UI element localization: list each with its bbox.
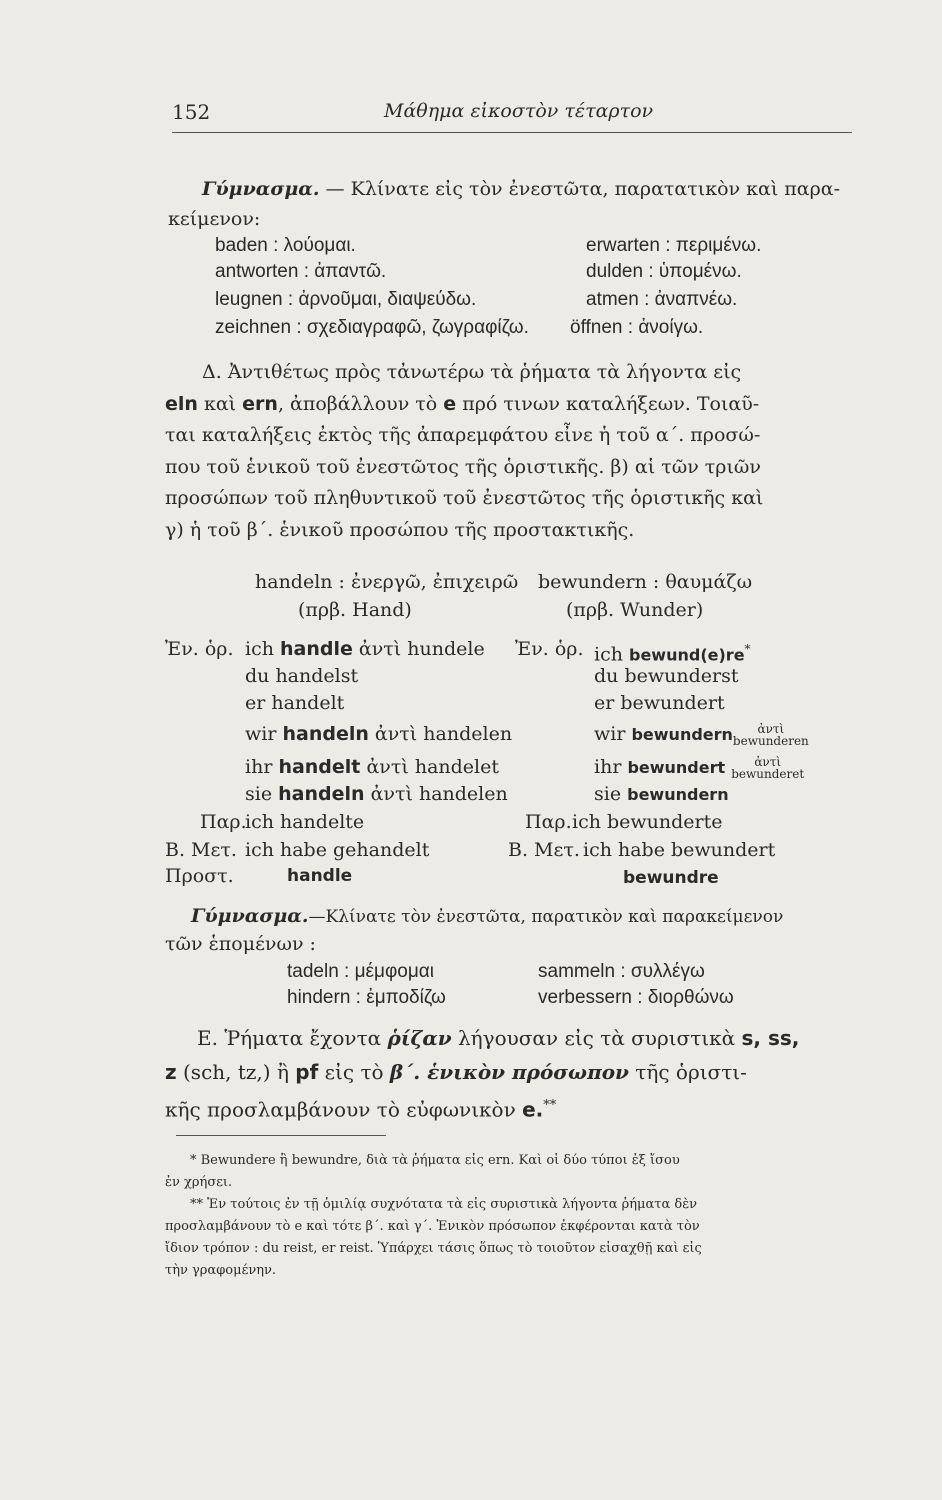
section-d-paragraph: Δ. Ἀντιθέτως πρὸς τἀνωτέρω τὰ ῥήματα τὰ λήγοντα εἰς eln καὶ ern, ἀποβάλλουν τὸ e πρό τινων καταλήξεων. Τοιαῦ- ται καταλήξεις ἐκτὸς τῆς ἀπαρεμφάτου εἶνε ἡ τοῦ α΄. προσώ- που τοῦ ἑνικοῦ τοῦ ἐνεστῶτος τῆς ὁριστικῆς. β) αἱ τῶν τριῶν προσώπων τοῦ πληθυντικοῦ τοῦ ἐνεστῶτος τῆς ὁριστικῆς καὶ γ) ἡ τοῦ β΄. ἑνικοῦ προσώπου τῆς προστακτικῆς.	[165, 361, 764, 541]
handeln-perfect: ich habe gehandelt	[245, 839, 430, 861]
header-rule	[172, 132, 852, 133]
vocab2-left-2: hindern : ἐμποδίζω	[287, 987, 446, 1008]
imperative-label-left: Προστ.	[165, 865, 234, 887]
bewundern-perfect: ich habe bewundert	[583, 839, 776, 861]
perfect-label-right: Β. Μετ.	[508, 839, 580, 861]
vocab-left-1: baden : λούομαι.	[215, 235, 356, 256]
handeln-past: ich handelte	[245, 811, 365, 833]
exercise2-instruction: Γύμνασμα.—Κλίνατε τὸν ἐνεστῶτα, παρατικὸν καὶ παρακείμενον	[191, 905, 784, 927]
perfect-label-left: Β. Μετ.	[165, 839, 237, 861]
handeln-imperative: handle	[287, 866, 353, 886]
bewundern-row-4: wir bewundern ἀντὶ bewunderen	[594, 722, 809, 748]
paratatikos-label-left: Παρ.	[200, 811, 247, 833]
vocab2-left-1: tadeln : μέμφομαι	[287, 961, 435, 982]
handeln-row-4: wir handeln ἀντὶ handelen	[245, 723, 513, 745]
bewundern-row-1: ich bewund(e)re*	[594, 642, 751, 666]
page-number: 152	[172, 100, 211, 124]
handeln-row-6: sie handeln ἀντὶ handelen	[245, 783, 508, 805]
bewundern-row-3: er bewundert	[594, 692, 725, 714]
section-e-paragraph: Ε. Ῥήματα ἔχοντα ῥίζαν λήγουσαν εἰς τὰ συριστικὰ s, ss, z (sch, tz,) ἢ pf εἰς τὸ β΄. ἑνικὸν πρόσωπον τῆς ὁριστι- κῆς προσλαμβάνουν τὸ εὐφωνικὸν e.**	[165, 1026, 800, 1122]
verb-bewundern-origin: (πρβ. Wunder)	[566, 599, 704, 621]
bewundern-imperative: bewundre	[623, 868, 719, 888]
running-header	[172, 100, 852, 130]
footnote-1: * Bewundere ἢ bewundre, διὰ τὰ ῥήματα εἰς ern. Καὶ οἱ δύο τύποι ἐξ ἴσου ἐν χρήσει.	[165, 1153, 680, 1190]
indicative-label-right: Ἐν. ὁρ.	[515, 638, 584, 660]
footnote-2: ** Ἐν τούτοις ἐν τῇ ὁμιλίᾳ συχνότατα τὰ εἰς συριστικὰ λήγοντα ῥήματα δὲν προσλαμβάνουν τὸ e καὶ τότε β΄. καὶ γ΄. Ἑνικὸν πρόσωπον ἐκφέρονται κατὰ τὸν ἴδιον τρόπον : du reist, er reist. Ὑπάρχει τάσις ὅπως τὸ τοιοῦτον εἰσαχθῇ καὶ εἰς τὴν γραφομένην.	[165, 1197, 702, 1278]
verb-handeln-origin: (πρβ. Hand)	[298, 599, 412, 621]
indicative-label-left: Ἐν. ὁρ.	[165, 638, 234, 660]
exercise1-instruction-line2: κείμενον:	[168, 208, 261, 230]
vocab-left-4: zeichnen : σχεδιαγραφῶ, ζωγραφίζω.	[215, 317, 529, 338]
bewundern-past: ich bewunderte	[572, 811, 723, 833]
verb-handeln: handeln : ἐνεργῶ, ἐπιχειρῶ	[255, 571, 519, 593]
exercise1-instruction: Γύμνασμα. — Κλίνατε εἰς τὸν ἐνεστῶτα, παρατατικὸν καὶ παρα-	[202, 178, 841, 200]
vocab-right-3: atmen : ἀναπνέω.	[586, 289, 738, 310]
handeln-row-3: er handelt	[245, 692, 345, 714]
vocab-right-2: dulden : ὑπομένω.	[586, 261, 742, 282]
vocab2-right-1: sammeln : συλλέγω	[538, 961, 705, 982]
vocab-left-2: antworten : ἀπαντῶ.	[215, 261, 387, 282]
bewundern-row-2: du bewunderst	[594, 665, 739, 687]
paratatikos-label-right: Παρ.	[525, 811, 572, 833]
bewundern-row-5: ihr bewundert ἀντὶ bewunderet	[594, 755, 805, 781]
vocab2-right-2: verbessern : διορθώνω	[538, 987, 734, 1008]
handeln-row-5: ihr handelt ἀντὶ handelet	[245, 756, 499, 778]
vocab-right-4: öffnen : ἀνοίγω.	[570, 317, 704, 338]
exercise2-label: Γύμνασμα.	[191, 905, 309, 927]
chapter-title: Μάθημα εἰκοστὸν τέταρτον	[384, 100, 654, 122]
footnote-rule	[176, 1135, 386, 1136]
handeln-row-2: du handelst	[245, 665, 359, 687]
handeln-row-1: ich handle ἀντὶ hundele	[245, 638, 485, 660]
exercise2-instruction-line2: τῶν ἑπομένων :	[165, 933, 316, 955]
vocab-right-1: erwarten : περιμένω.	[586, 235, 762, 256]
vocab-left-3: leugnen : ἀρνοῦμαι, διαψεύδω.	[215, 289, 477, 310]
exercise1-label: Γύμνασμα.	[202, 178, 320, 200]
bewundern-row-6: sie bewundern	[594, 783, 729, 805]
verb-bewundern: bewundern : θαυμάζω	[538, 571, 753, 593]
